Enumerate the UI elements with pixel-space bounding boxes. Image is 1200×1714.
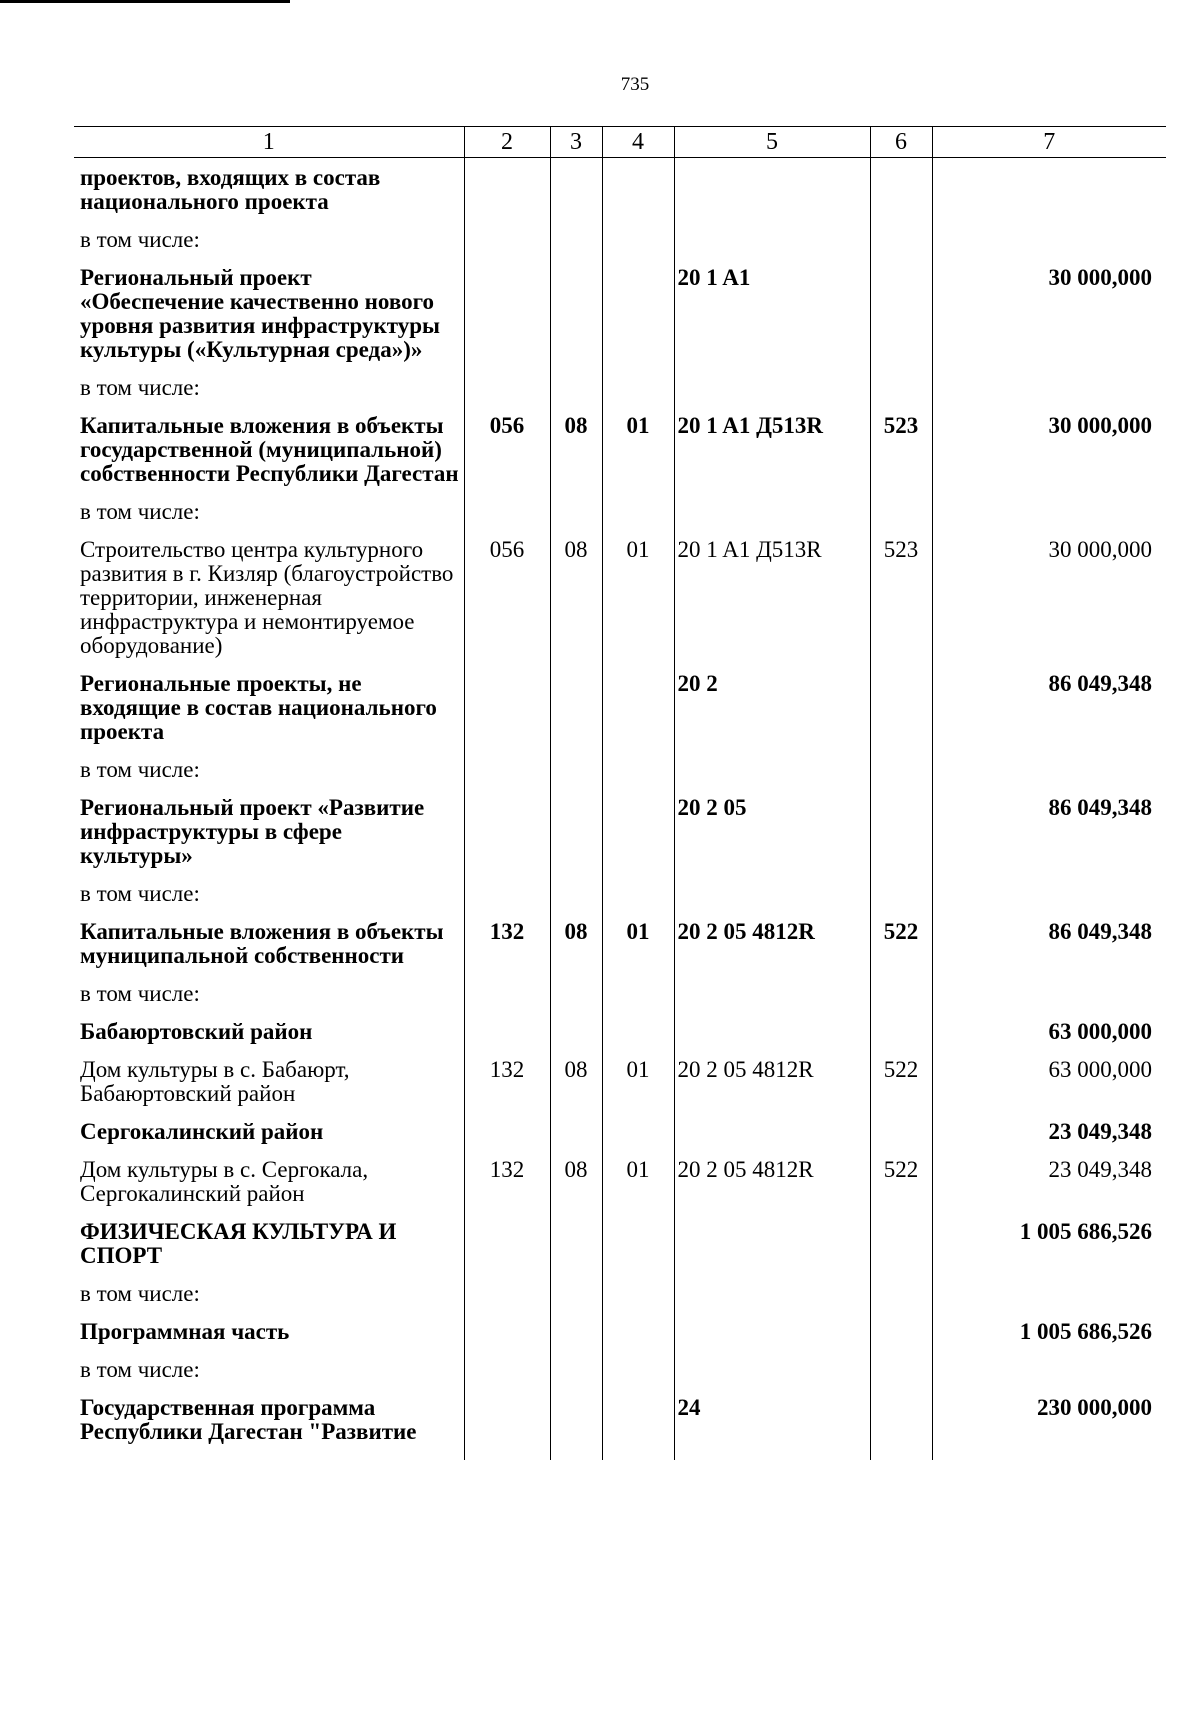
cell-podrazdel	[602, 1211, 674, 1273]
cell-amount: 23 049,348	[932, 1149, 1166, 1211]
cell-target-article: 20 2 05 4812R	[674, 1049, 870, 1111]
cell-target-article	[674, 973, 870, 1011]
cell-amount: 30 000,000	[932, 257, 1166, 367]
cell-vedomstvo	[464, 873, 550, 911]
cell-expense-type	[870, 873, 932, 911]
cell-target-article	[674, 491, 870, 529]
cell-amount: 23 049,348	[932, 1111, 1166, 1149]
cell-vedomstvo	[464, 1011, 550, 1049]
cell-vedomstvo	[464, 491, 550, 529]
table-row	[74, 663, 1166, 749]
cell-name: Региональный проект «Обеспечение качественно нового уровня развития инфраструктуры культуры («Культурная среда»)»	[80, 265, 441, 362]
table-row	[74, 1349, 1166, 1387]
cell-razdel	[550, 491, 602, 529]
cell-amount	[932, 873, 1166, 911]
scan-edge-mark	[0, 0, 290, 3]
cell-vedomstvo	[464, 663, 550, 749]
cell-amount: 63 000,000	[932, 1049, 1166, 1111]
cell-razdel	[550, 1273, 602, 1311]
cell-name: Государственная программа Республики Дагестан "Развитие	[80, 1395, 417, 1444]
cell-expense-type	[870, 1011, 932, 1049]
cell-razdel	[550, 219, 602, 257]
cell-razdel	[550, 1111, 602, 1149]
cell-expense-type	[870, 1111, 932, 1149]
cell-name: проектов, входящих в состав национального проекта	[80, 165, 381, 214]
cell-razdel	[550, 787, 602, 873]
cell-vedomstvo: 132	[464, 1149, 550, 1211]
cell-amount	[932, 367, 1166, 405]
header-row	[74, 127, 1166, 158]
cell-expense-type	[870, 1273, 932, 1311]
table-row	[74, 973, 1166, 1011]
column-header-1: 1	[74, 127, 464, 158]
cell-target-article	[674, 367, 870, 405]
cell-podrazdel	[602, 749, 674, 787]
cell-vedomstvo	[464, 1211, 550, 1273]
cell-expense-type: 522	[870, 1049, 932, 1111]
cell-target-article	[674, 158, 870, 220]
page-number: 735	[620, 74, 650, 95]
cell-name: Дом культуры в с. Сергокала, Сергокалинский район	[80, 1157, 369, 1206]
table-row	[74, 257, 1166, 367]
cell-expense-type	[870, 787, 932, 873]
column-header-5: 5	[674, 127, 870, 158]
cell-vedomstvo: 056	[464, 529, 550, 663]
table-row	[74, 787, 1166, 873]
cell-target-article	[674, 873, 870, 911]
cell-target-article: 20 2 05 4812R	[674, 911, 870, 973]
cell-expense-type	[870, 367, 932, 405]
cell-target-article	[674, 1211, 870, 1273]
cell-razdel: 08	[550, 1149, 602, 1211]
cell-podrazdel	[602, 1387, 674, 1460]
cell-expense-type	[870, 973, 932, 1011]
table-row	[74, 405, 1166, 491]
table-row	[74, 1011, 1166, 1049]
cell-podrazdel	[602, 1349, 674, 1387]
cell-vedomstvo	[464, 367, 550, 405]
cell-target-article: 20 1 A1 Д513R	[674, 405, 870, 491]
cell-name: Региональные проекты, не входящие в состав национального проекта	[80, 671, 437, 744]
cell-podrazdel	[602, 873, 674, 911]
column-header-2: 2	[464, 127, 550, 158]
cell-vedomstvo	[464, 973, 550, 1011]
cell-expense-type: 522	[870, 911, 932, 973]
cell-name: в том числе:	[80, 1357, 200, 1382]
table-body	[74, 158, 1166, 1461]
cell-target-article: 24	[674, 1387, 870, 1460]
cell-vedomstvo	[464, 1311, 550, 1349]
budget-table	[74, 126, 1166, 1460]
cell-podrazdel	[602, 787, 674, 873]
cell-name: Сергокалинский район	[80, 1119, 324, 1144]
cell-target-article: 20 2	[674, 663, 870, 749]
cell-name: в том числе:	[80, 981, 200, 1006]
cell-name: Дом культуры в с. Бабаюрт, Бабаюртовский район	[80, 1057, 350, 1106]
cell-expense-type	[870, 1311, 932, 1349]
cell-vedomstvo: 056	[464, 405, 550, 491]
table-row	[74, 749, 1166, 787]
cell-podrazdel: 01	[602, 1149, 674, 1211]
cell-target-article	[674, 1349, 870, 1387]
cell-razdel: 08	[550, 911, 602, 973]
cell-podrazdel	[602, 1011, 674, 1049]
table-row	[74, 158, 1166, 220]
cell-podrazdel: 01	[602, 529, 674, 663]
cell-amount	[932, 973, 1166, 1011]
table-row	[74, 1387, 1166, 1460]
cell-target-article	[674, 749, 870, 787]
cell-vedomstvo	[464, 1273, 550, 1311]
cell-name: Капитальные вложения в объекты муниципальной собственности	[80, 919, 444, 968]
cell-expense-type: 522	[870, 1149, 932, 1211]
cell-amount: 86 049,348	[932, 787, 1166, 873]
cell-name: Программная часть	[80, 1319, 290, 1344]
cell-vedomstvo	[464, 749, 550, 787]
cell-vedomstvo	[464, 787, 550, 873]
cell-razdel	[550, 1011, 602, 1049]
cell-razdel	[550, 1211, 602, 1273]
cell-vedomstvo	[464, 219, 550, 257]
cell-expense-type	[870, 1349, 932, 1387]
cell-amount	[932, 219, 1166, 257]
cell-name: в том числе:	[80, 375, 200, 400]
cell-vedomstvo: 132	[464, 1049, 550, 1111]
cell-razdel	[550, 158, 602, 220]
cell-expense-type	[870, 219, 932, 257]
cell-name: ФИЗИЧЕСКАЯ КУЛЬТУРА И СПОРТ	[80, 1219, 397, 1268]
cell-target-article: 20 2 05	[674, 787, 870, 873]
cell-vedomstvo	[464, 1111, 550, 1149]
cell-vedomstvo	[464, 257, 550, 367]
table-row	[74, 219, 1166, 257]
column-header-7: 7	[932, 127, 1166, 158]
cell-razdel: 08	[550, 405, 602, 491]
cell-razdel	[550, 973, 602, 1011]
cell-name: Региональный проект «Развитие инфраструктуры в сфере культуры»	[80, 795, 425, 868]
cell-razdel: 08	[550, 529, 602, 663]
cell-amount: 63 000,000	[932, 1011, 1166, 1049]
cell-podrazdel	[602, 1111, 674, 1149]
cell-expense-type	[870, 663, 932, 749]
cell-target-article	[674, 1273, 870, 1311]
cell-podrazdel	[602, 1273, 674, 1311]
cell-amount: 1 005 686,526	[932, 1311, 1166, 1349]
cell-amount: 230 000,000	[932, 1387, 1166, 1460]
cell-expense-type	[870, 1387, 932, 1460]
cell-vedomstvo	[464, 1349, 550, 1387]
cell-podrazdel	[602, 973, 674, 1011]
cell-amount: 1 005 686,526	[932, 1211, 1166, 1273]
table-row	[74, 911, 1166, 973]
cell-name: Строительство центра культурного развития в г. Кизляр (благоустройство территории, инженерная инфраструктура и немонтируемое оборудование)	[80, 537, 454, 658]
cell-name: в том числе:	[80, 227, 200, 252]
cell-razdel	[550, 1311, 602, 1349]
cell-target-article	[674, 219, 870, 257]
cell-vedomstvo: 132	[464, 911, 550, 973]
cell-podrazdel	[602, 158, 674, 220]
cell-amount	[932, 158, 1166, 220]
cell-name: в том числе:	[80, 1281, 200, 1306]
cell-amount: 86 049,348	[932, 663, 1166, 749]
cell-podrazdel: 01	[602, 405, 674, 491]
cell-podrazdel: 01	[602, 1049, 674, 1111]
cell-amount: 30 000,000	[932, 529, 1166, 663]
cell-podrazdel	[602, 663, 674, 749]
cell-expense-type	[870, 257, 932, 367]
cell-podrazdel	[602, 219, 674, 257]
cell-razdel	[550, 873, 602, 911]
table-row	[74, 367, 1166, 405]
cell-razdel	[550, 749, 602, 787]
table-row	[74, 1111, 1166, 1149]
cell-razdel: 08	[550, 1049, 602, 1111]
table-row	[74, 529, 1166, 663]
cell-podrazdel: 01	[602, 911, 674, 973]
column-header-3: 3	[550, 127, 602, 158]
cell-name: в том числе:	[80, 499, 200, 524]
cell-target-article	[674, 1011, 870, 1049]
cell-podrazdel	[602, 367, 674, 405]
cell-amount	[932, 749, 1166, 787]
cell-amount: 30 000,000	[932, 405, 1166, 491]
cell-expense-type: 523	[870, 529, 932, 663]
cell-name: Бабаюртовский район	[80, 1019, 313, 1044]
cell-podrazdel	[602, 491, 674, 529]
cell-vedomstvo	[464, 158, 550, 220]
cell-name: в том числе:	[80, 881, 200, 906]
cell-target-article	[674, 1111, 870, 1149]
cell-expense-type: 523	[870, 405, 932, 491]
table-row	[74, 491, 1166, 529]
column-header-6: 6	[870, 127, 932, 158]
table-row	[74, 1311, 1166, 1349]
cell-amount	[932, 1349, 1166, 1387]
cell-amount	[932, 1273, 1166, 1311]
column-header-4: 4	[602, 127, 674, 158]
cell-podrazdel	[602, 257, 674, 367]
cell-target-article: 20 1 A1	[674, 257, 870, 367]
cell-name: Капитальные вложения в объекты государственной (муниципальной) собственности Республики Дагестан	[80, 413, 459, 486]
cell-razdel	[550, 367, 602, 405]
cell-amount	[932, 491, 1166, 529]
cell-razdel	[550, 663, 602, 749]
cell-target-article	[674, 1311, 870, 1349]
cell-amount: 86 049,348	[932, 911, 1166, 973]
cell-razdel	[550, 1387, 602, 1460]
cell-vedomstvo	[464, 1387, 550, 1460]
cell-expense-type	[870, 1211, 932, 1273]
cell-expense-type	[870, 158, 932, 220]
cell-razdel	[550, 257, 602, 367]
table-row	[74, 1211, 1166, 1273]
cell-razdel	[550, 1349, 602, 1387]
cell-target-article: 20 2 05 4812R	[674, 1149, 870, 1211]
table-row	[74, 1049, 1166, 1111]
cell-podrazdel	[602, 1311, 674, 1349]
table-row	[74, 873, 1166, 911]
cell-name: в том числе:	[80, 757, 200, 782]
table-row	[74, 1273, 1166, 1311]
cell-expense-type	[870, 749, 932, 787]
cell-target-article: 20 1 A1 Д513R	[674, 529, 870, 663]
cell-expense-type	[870, 491, 932, 529]
table-header	[74, 127, 1166, 158]
table-row	[74, 1149, 1166, 1211]
